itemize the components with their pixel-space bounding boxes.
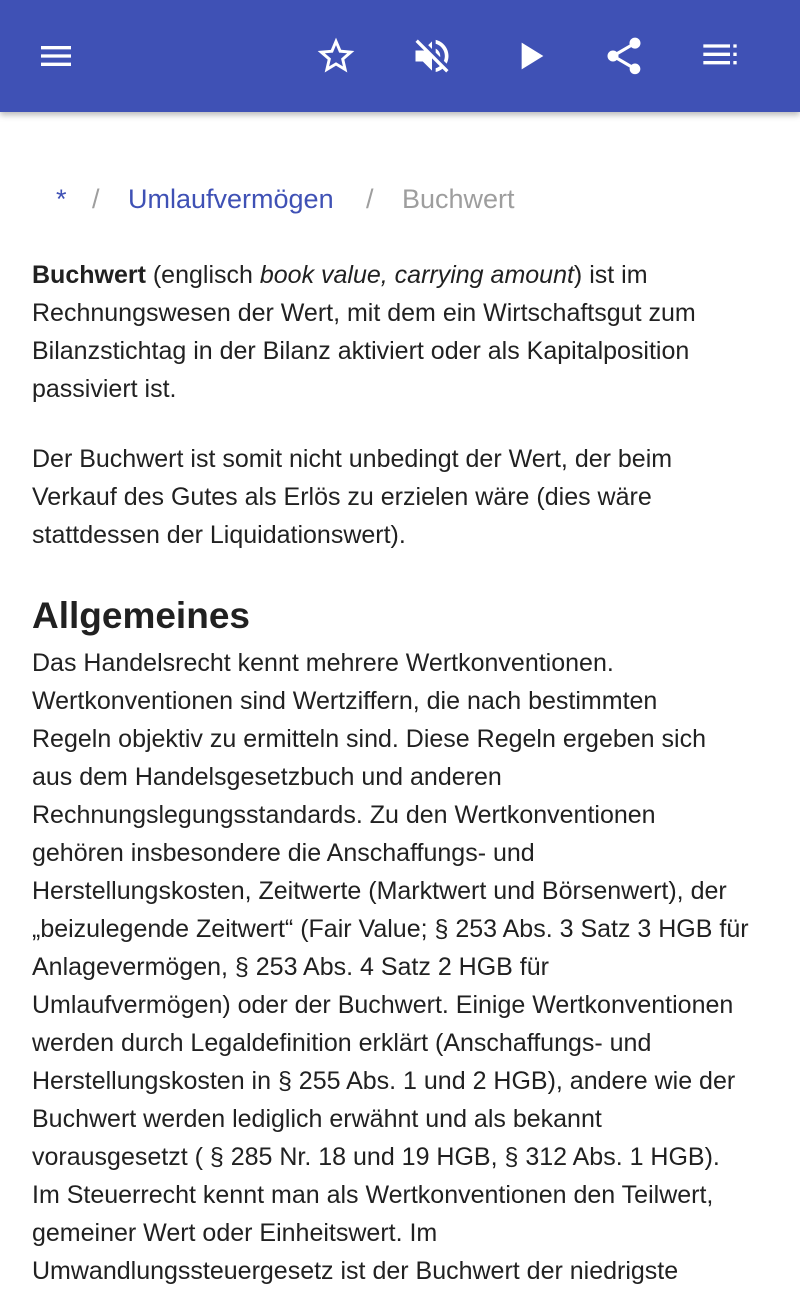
intro-text: ) ist im — [573, 261, 648, 289]
paragraph-line — [32, 256, 772, 294]
paragraph-line: gemeiner Wert oder Einheitswert. Im — [32, 1219, 438, 1247]
paragraph-line: Regeln objektiv zu ermitteln sind. Diese Regeln ergeben sich — [32, 725, 706, 753]
paragraph-line: Umwandlungssteuergesetz ist der Buchwert der niedrigste — [32, 1257, 679, 1285]
volume-off-icon — [410, 34, 454, 78]
second-paragraph — [32, 440, 772, 554]
paragraph-line: Rechnungswesen der Wert, mit dem ein Wirtschaftsgut zum — [32, 299, 696, 327]
share-icon — [602, 34, 646, 78]
paragraph-line: Wertkonventionen sind Wertziffern, die nach bestimmten — [32, 687, 658, 715]
intro-text: (englisch — [145, 261, 260, 289]
paragraph-line: Bilanzstichtag in der Bilanz aktiviert oder als Kapitalposition — [32, 337, 690, 365]
section-paragraph — [32, 644, 772, 1290]
mute-button[interactable] — [404, 28, 460, 84]
breadcrumb-home-link[interactable]: * — [56, 184, 67, 214]
contents-button[interactable] — [692, 28, 748, 84]
playlist-icon — [700, 36, 740, 76]
paragraph-line: vorausgesetzt ( § 285 Nr. 18 und 19 HGB, § 312 Abs. 1 HGB). — [32, 1143, 720, 1171]
paragraph-line: „beizulegende Zeitwert“ (Fair Value; § 253 Abs. 3 Satz 3 HGB für — [32, 915, 749, 943]
breadcrumb-separator: / — [92, 184, 100, 214]
share-button[interactable] — [596, 28, 652, 84]
paragraph-line: Der Buchwert ist somit nicht unbedingt der Wert, der beim — [32, 445, 673, 473]
paragraph-line: Herstellungskosten in § 255 Abs. 1 und 2 HGB), andere wie der — [32, 1067, 736, 1095]
paragraph-line: Im Steuerrecht kennt man als Wertkonventionen den Teilwert, — [32, 1181, 714, 1209]
star-outline-icon — [314, 34, 358, 78]
article-term: Buchwert — [32, 261, 146, 289]
favorite-button[interactable] — [308, 28, 364, 84]
play-button[interactable] — [502, 28, 558, 84]
play-icon — [510, 36, 550, 76]
breadcrumb-parent-link[interactable]: Umlaufvermögen — [128, 184, 334, 214]
intro-paragraph — [32, 256, 772, 408]
section-heading: Allgemeines — [32, 595, 250, 636]
paragraph-line: Herstellungskosten, Zeitwerte (Marktwert und Börsenwert), der — [32, 877, 727, 905]
paragraph-line: Anlagevermögen, § 253 Abs. 4 Satz 2 HGB für — [32, 953, 549, 981]
paragraph-line: aus dem Handelsgesetzbuch und anderen — [32, 763, 502, 791]
breadcrumb-separator: / — [366, 184, 374, 214]
paragraph-line: Das Handelsrecht kennt mehrere Wertkonventionen. — [32, 649, 614, 677]
breadcrumb-current: Buchwert — [402, 184, 515, 214]
paragraph-line: Buchwert werden lediglich erwähnt und als bekannt — [32, 1105, 602, 1133]
paragraph-line: Verkauf des Gutes als Erlös zu erzielen wäre (dies wäre — [32, 483, 652, 511]
menu-button[interactable] — [28, 28, 84, 84]
english-term: book value, carrying amount — [259, 261, 574, 289]
paragraph-line: gehören insbesondere die Anschaffungs- und — [32, 839, 535, 867]
paragraph-line: Umlaufvermögen) oder der Buchwert. Einige Wertkonventionen — [32, 991, 734, 1019]
paragraph-line: stattdessen der Liquidationswert). — [32, 521, 406, 549]
app-bar — [0, 0, 800, 112]
paragraph-line: werden durch Legaldefinition erklärt (Anschaffungs- und — [32, 1029, 652, 1057]
menu-icon — [36, 36, 76, 76]
paragraph-line: passiviert ist. — [32, 375, 177, 403]
paragraph-line: Rechnungslegungsstandards. Zu den Wertkonventionen — [32, 801, 656, 829]
